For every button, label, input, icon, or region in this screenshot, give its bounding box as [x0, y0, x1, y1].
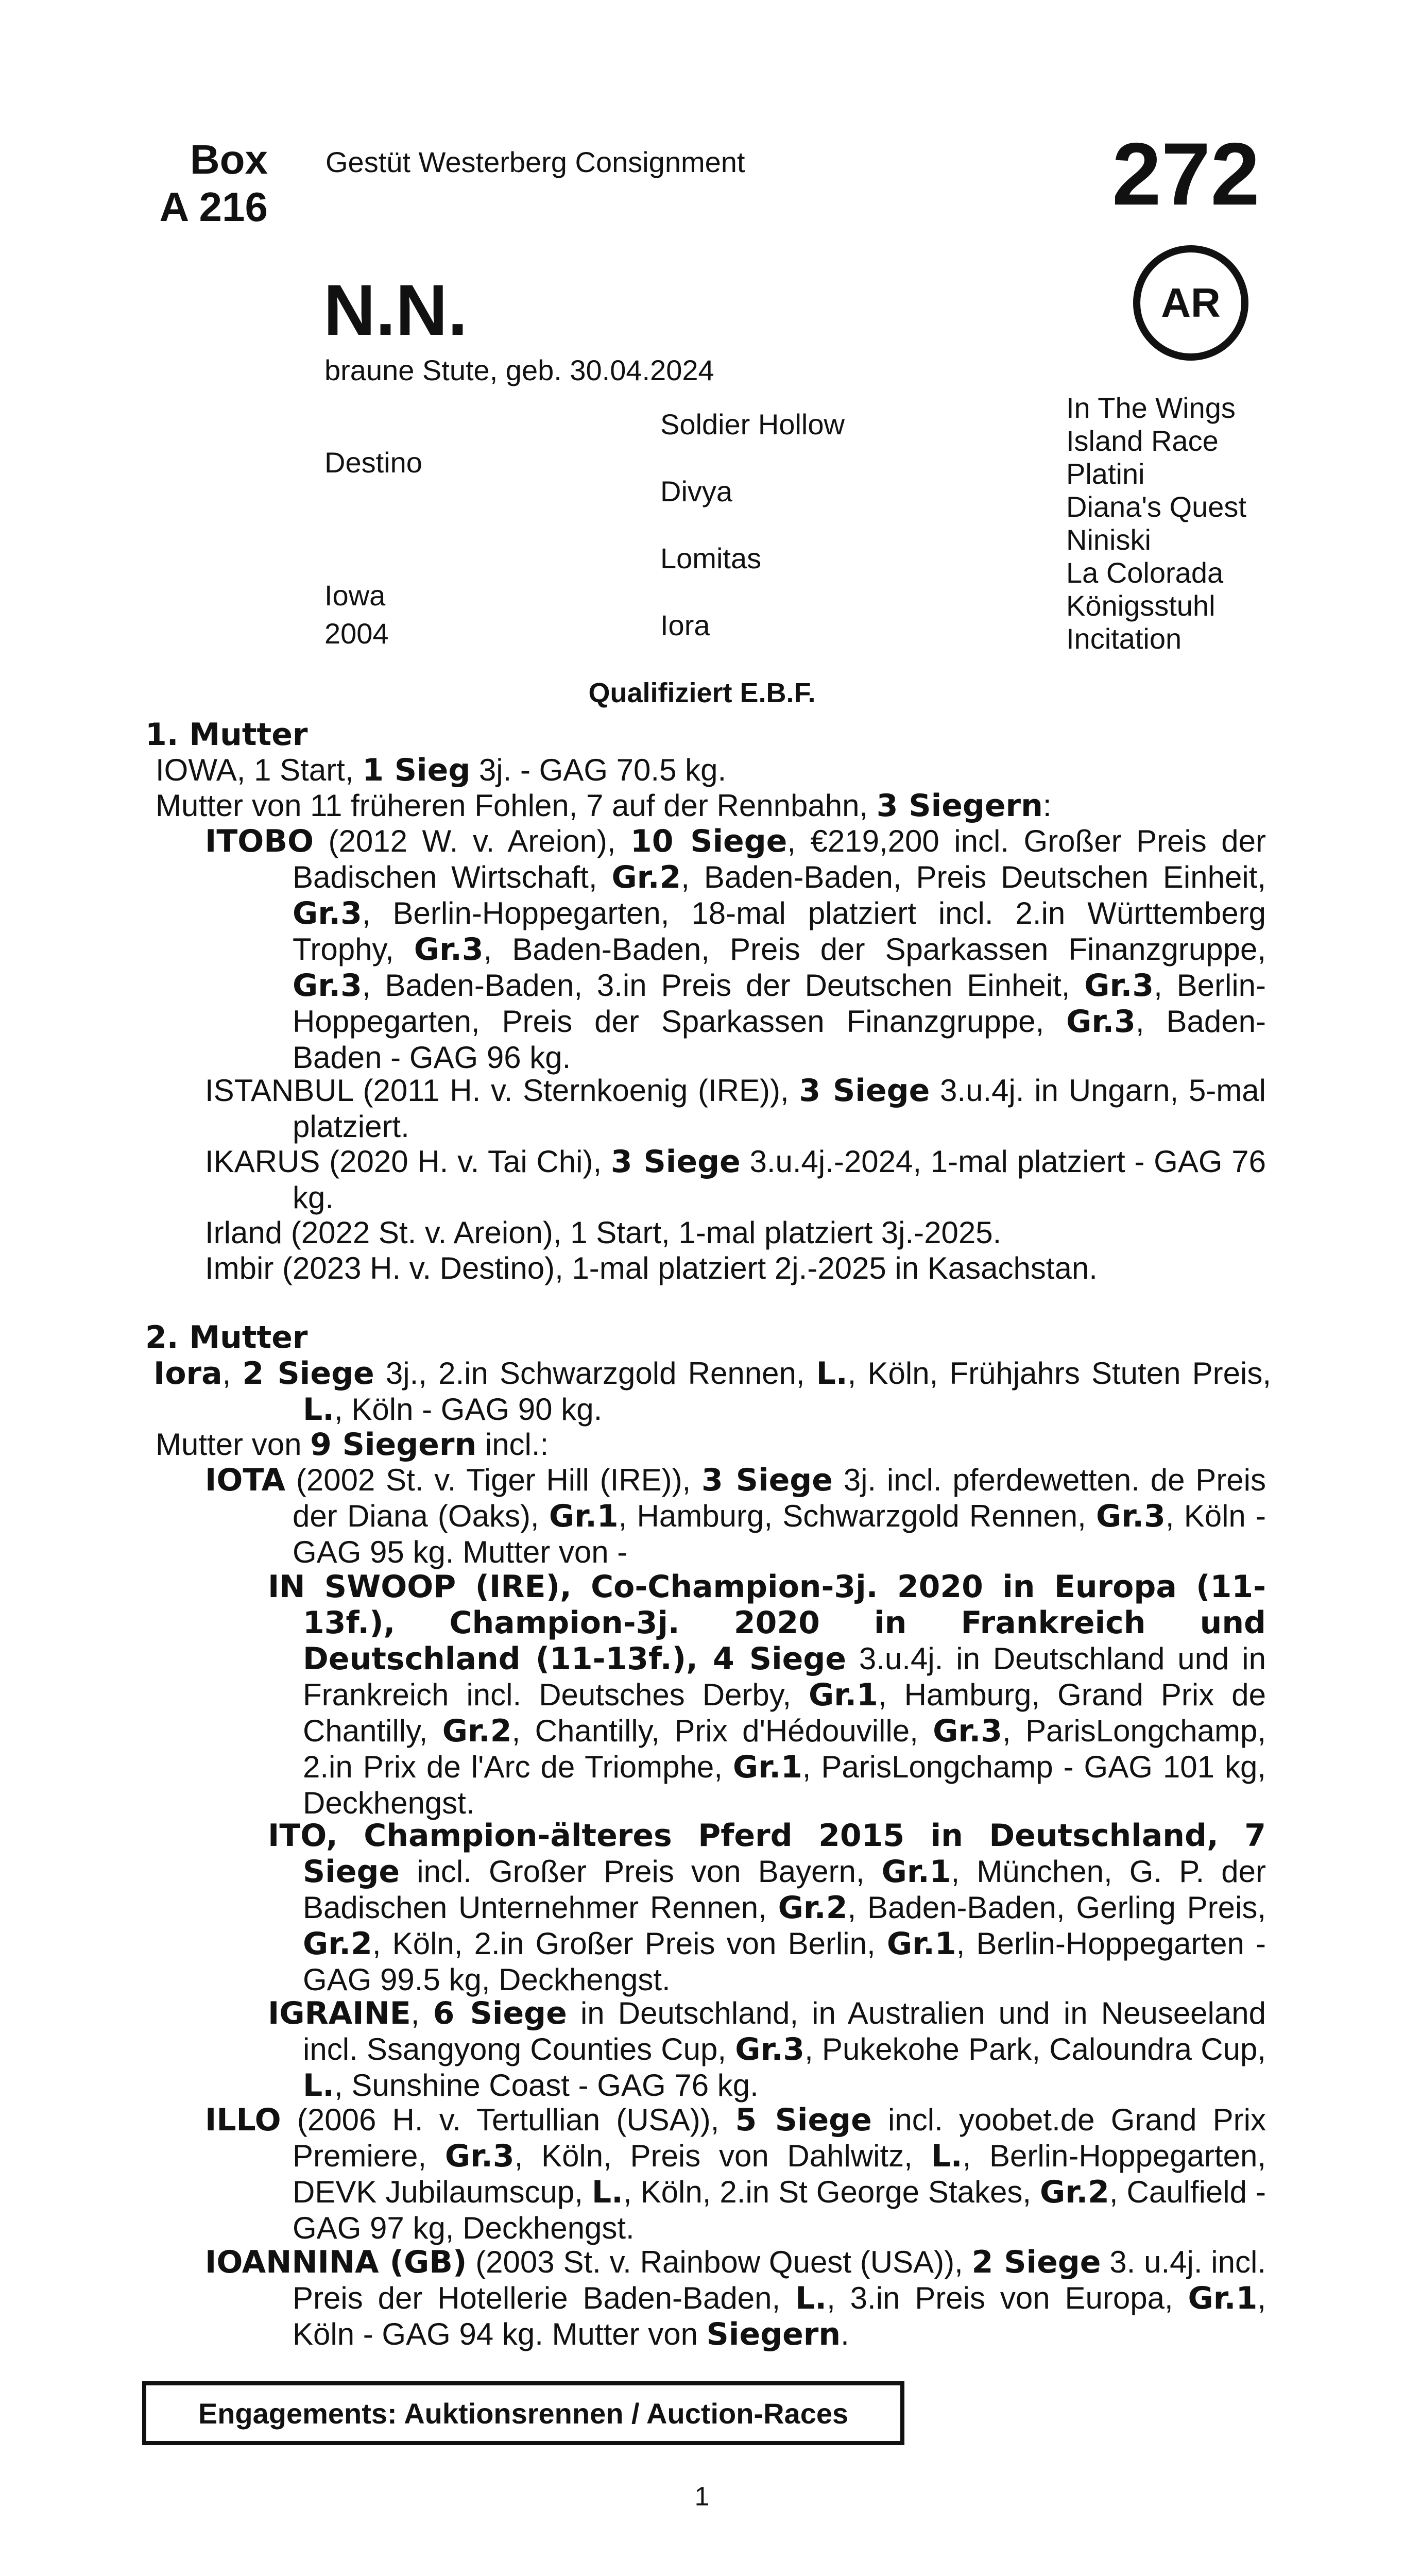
first-dam-record: IOWA, 1 Start, 1 Sieg 3j. - GAG 70.5 kg.	[156, 752, 727, 788]
consignor: Gestüt Westerberg Consignment	[326, 146, 745, 178]
grand-offspring-ito: ITO, Champion-älteres Pferd 2015 in Deutschland, 7 Siege incl. Großer Preis von Bayern, Gr.1, München, G. P. der Badischen Unternehmer Rennen, Gr.2, Baden-Baden, Gerling Preis, Gr.2, Köln, 2.in Großer Preis von Berlin, Gr.1, Berlin-Hoppegarten - GAG 99.5 kg, Deckhengst.	[268, 1818, 1266, 1997]
horse-description: braune Stute, geb. 30.04.2024	[324, 354, 714, 386]
pedigree-third-gen-item: La Colorada	[1066, 556, 1224, 589]
offspring-illo: ILLO (2006 H. v. Tertullian (USA)), 5 Siege incl. yoobet.de Grand Prix Premiere, Gr.3, Köln, Preis von Dahlwitz, L., Berlin-Hoppegarten, DEVK Jubilaumscup, L., Köln, 2.in St George Stakes, Gr.2, Caulfield - GAG 97 kg, Deckhengst.	[205, 2102, 1266, 2245]
first-dam-heading: 1. Mutter	[145, 717, 308, 753]
offspring-ioannina: IOANNINA (GB) (2003 St. v. Rainbow Quest (USA)), 2 Siege 3. u.4j. incl. Preis der Hotellerie Baden-Baden, L., 3.in Preis von Europa, Gr.1, Köln - GAG 94 kg. Mutter von Siegern.	[205, 2244, 1266, 2352]
pedigree-third-gen-item: Platini	[1066, 457, 1145, 490]
first-dam-foals: Mutter von 11 früheren Fohlen, 7 auf der Rennbahn, 3 Siegern:	[156, 788, 1052, 824]
box-number: A 216	[159, 184, 268, 230]
pedigree-third-generation	[1066, 392, 1246, 655]
lot-number: 272	[1112, 125, 1260, 224]
ar-badge	[1133, 245, 1248, 361]
second-dam-record: Iora, 2 Siege 3j., 2.in Schwarzgold Rennen, L., Köln, Frühjahrs Stuten Preis, L., Köln - GAG 90 kg.	[153, 1355, 1271, 1428]
page-number: 1	[694, 2482, 710, 2512]
pedigree-third-gen-item: Niniski	[1066, 523, 1151, 556]
second-dam-foals: Mutter von 9 Siegern incl.:	[156, 1427, 549, 1463]
grand-offspring-igraine: IGRAINE, 6 Siege in Deutschland, in Australien und in Neuseeland incl. Ssangyong Counties Cup, Gr.3, Pukekohe Park, Caloundra Cup, L., Sunshine Coast - GAG 76 kg.	[268, 1995, 1266, 2104]
pedigree-dam: Iowa	[324, 579, 386, 612]
box-label	[134, 136, 268, 231]
pedigree-third-gen-item: Königsstuhl	[1066, 589, 1215, 622]
pedigree-third-gen-item: Incitation	[1066, 622, 1182, 655]
grand-offspring-in-swoop: IN SWOOP (IRE), Co-Champion-3j. 2020 in Europa (11-13f.), Champion-3j. 2020 in Frankreich und Deutschland (11-13f.), 4 Siege 3.u.4j. in Deutschland und in Frankreich incl. Deutsches Derby, Gr.1, Hamburg, Grand Prix de Chantilly, Gr.2, Chantilly, Prix d'Hédouville, Gr.3, ParisLongchamp, 2.in Prix de l'Arc de Triomphe, Gr.1, ParisLongchamp - GAG 101 kg, Deckhengst.	[268, 1569, 1266, 1820]
offspring-ikarus: IKARUS (2020 H. v. Tai Chi), 3 Siege 3.u.4j.-2024, 1-mal platziert - GAG 76 kg.	[205, 1144, 1266, 1215]
second-dam-heading: 2. Mutter	[145, 1319, 308, 1355]
pedigree-sire: Destino	[324, 446, 422, 479]
offspring-irland: Irland (2022 St. v. Areion), 1 Start, 1-mal platziert 3j.-2025.	[205, 1215, 1002, 1250]
pedigree-third-gen-item: Island Race	[1066, 425, 1219, 457]
pedigree-sire-dam: Divya	[660, 475, 733, 507]
pedigree-dam-dam: Iora	[660, 609, 710, 641]
pedigree-third-gen-item: Diana's Quest	[1066, 490, 1246, 523]
offspring-imbir: Imbir (2023 H. v. Destino), 1-mal platziert 2j.-2025 in Kasachstan.	[205, 1251, 1098, 1285]
offspring-istanbul: ISTANBUL (2011 H. v. Sternkoenig (IRE)), 3 Siege 3.u.4j. in Ungarn, 5-mal platziert.	[205, 1073, 1266, 1144]
offspring-itobo: ITOBO (2012 W. v. Areion), 10 Siege, €219,200 incl. Großer Preis der Badischen Wirtschaft, Gr.2, Baden-Baden, Preis Deutschen Einheit, Gr.3, Berlin-Hoppegarten, 18-mal platziert incl. 2.in Württemberg Trophy, Gr.3, Baden-Baden, Preis der Sparkassen Finanzgruppe, Gr.3, Baden-Baden, 3.in Preis der Deutschen Einheit, Gr.3, Berlin-Hoppegarten, Preis der Sparkassen Finanzgruppe, Gr.3, Baden-Baden - GAG 96 kg.	[205, 823, 1266, 1075]
pedigree-sire-sire: Soldier Hollow	[660, 408, 845, 440]
qualification: Qualifiziert E.B.F.	[588, 677, 816, 708]
pedigree-dam-year: 2004	[324, 617, 389, 650]
horse-name: N.N.	[323, 269, 468, 350]
box-label-word: Box	[190, 137, 268, 182]
offspring-iota: IOTA (2002 St. v. Tiger Hill (IRE)), 3 Siege 3j. incl. pferdewetten. de Preis der Diana (Oaks), Gr.1, Hamburg, Schwarzgold Rennen, Gr.3, Köln - GAG 95 kg. Mutter von -	[205, 1462, 1266, 1569]
engagements-label: Engagements: Auktionsrennen / Auction-Races	[198, 2397, 849, 2430]
pedigree-dam-sire: Lomitas	[660, 542, 762, 574]
engagements-box	[142, 2381, 904, 2445]
ar-badge-label: AR	[1161, 280, 1221, 326]
pedigree-third-gen-item: In The Wings	[1066, 392, 1236, 424]
